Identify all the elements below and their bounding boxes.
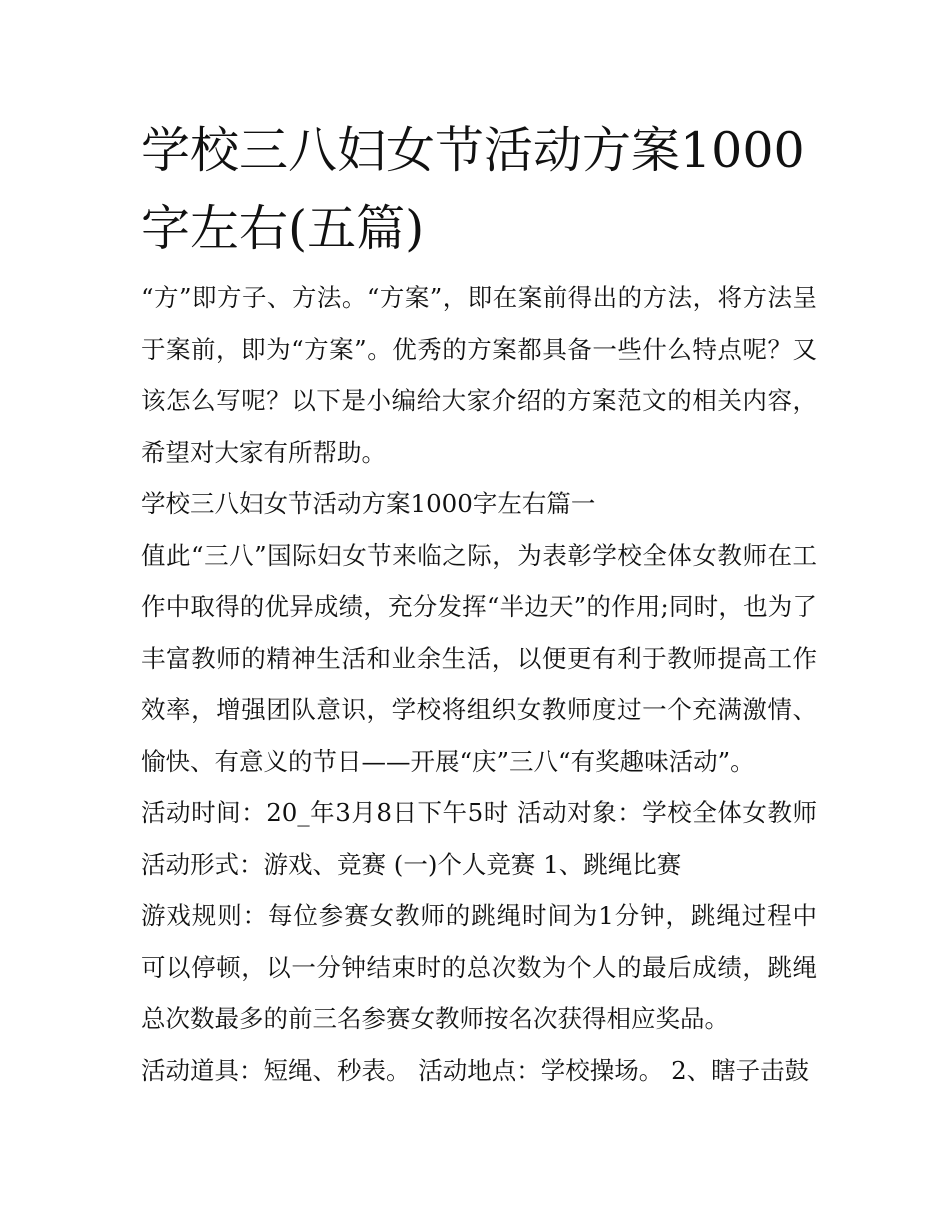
document-title (141, 112, 821, 268)
props-location-paragraph: 活动道具：短绳、秒表。 活动地点：学校操场。 2、瞎子击鼓 (141, 1055, 810, 1085)
document-body (141, 272, 817, 1096)
title-line-2: 字左右(五篇) (141, 200, 425, 257)
game-rules-paragraph: 游戏规则：每位参赛女教师的跳绳时间为1分钟，跳绳过程中可以停顿，以一分钟结束时的总次数为个人的最后成绩，跳绳总次数最多的前三名参赛女教师按名次获得相应奖品。 (141, 901, 817, 1033)
activity-info-paragraph: 活动时间：20_年3月8日下午5时 活动对象：学校全体女教师 活动形式：游戏、竞赛 (一)个人竞赛 1、跳绳比赛 (141, 798, 817, 879)
body-paragraph: 值此“三八”国际妇女节来临之际，为表彰学校全体女教师在工作中取得的优异成绩，充分发挥“半边天”的作用;同时，也为了丰富教师的精神生活和业余生活，以便更有利于教师提高工作效率，增强团队意识，学校将组织女教师度过一个充满激情、愉快、有意义的节日——开展“庆”三八“有奖趣味活动”。 (141, 540, 817, 776)
intro-paragraph: “方”即方子、方法。“方案”，即在案前得出的方法，将方法呈于案前，即为“方案”。优秀的方案都具备一些什么特点呢？又该怎么写呢？以下是小编给大家介绍的方案范文的相关内容，希望对大家有所帮助。 (141, 283, 817, 467)
section-heading: 学校三八妇女节活动方案1000字左右篇一 (141, 489, 596, 518)
title-line-1: 学校三八妇女节活动方案1000 (141, 122, 805, 179)
